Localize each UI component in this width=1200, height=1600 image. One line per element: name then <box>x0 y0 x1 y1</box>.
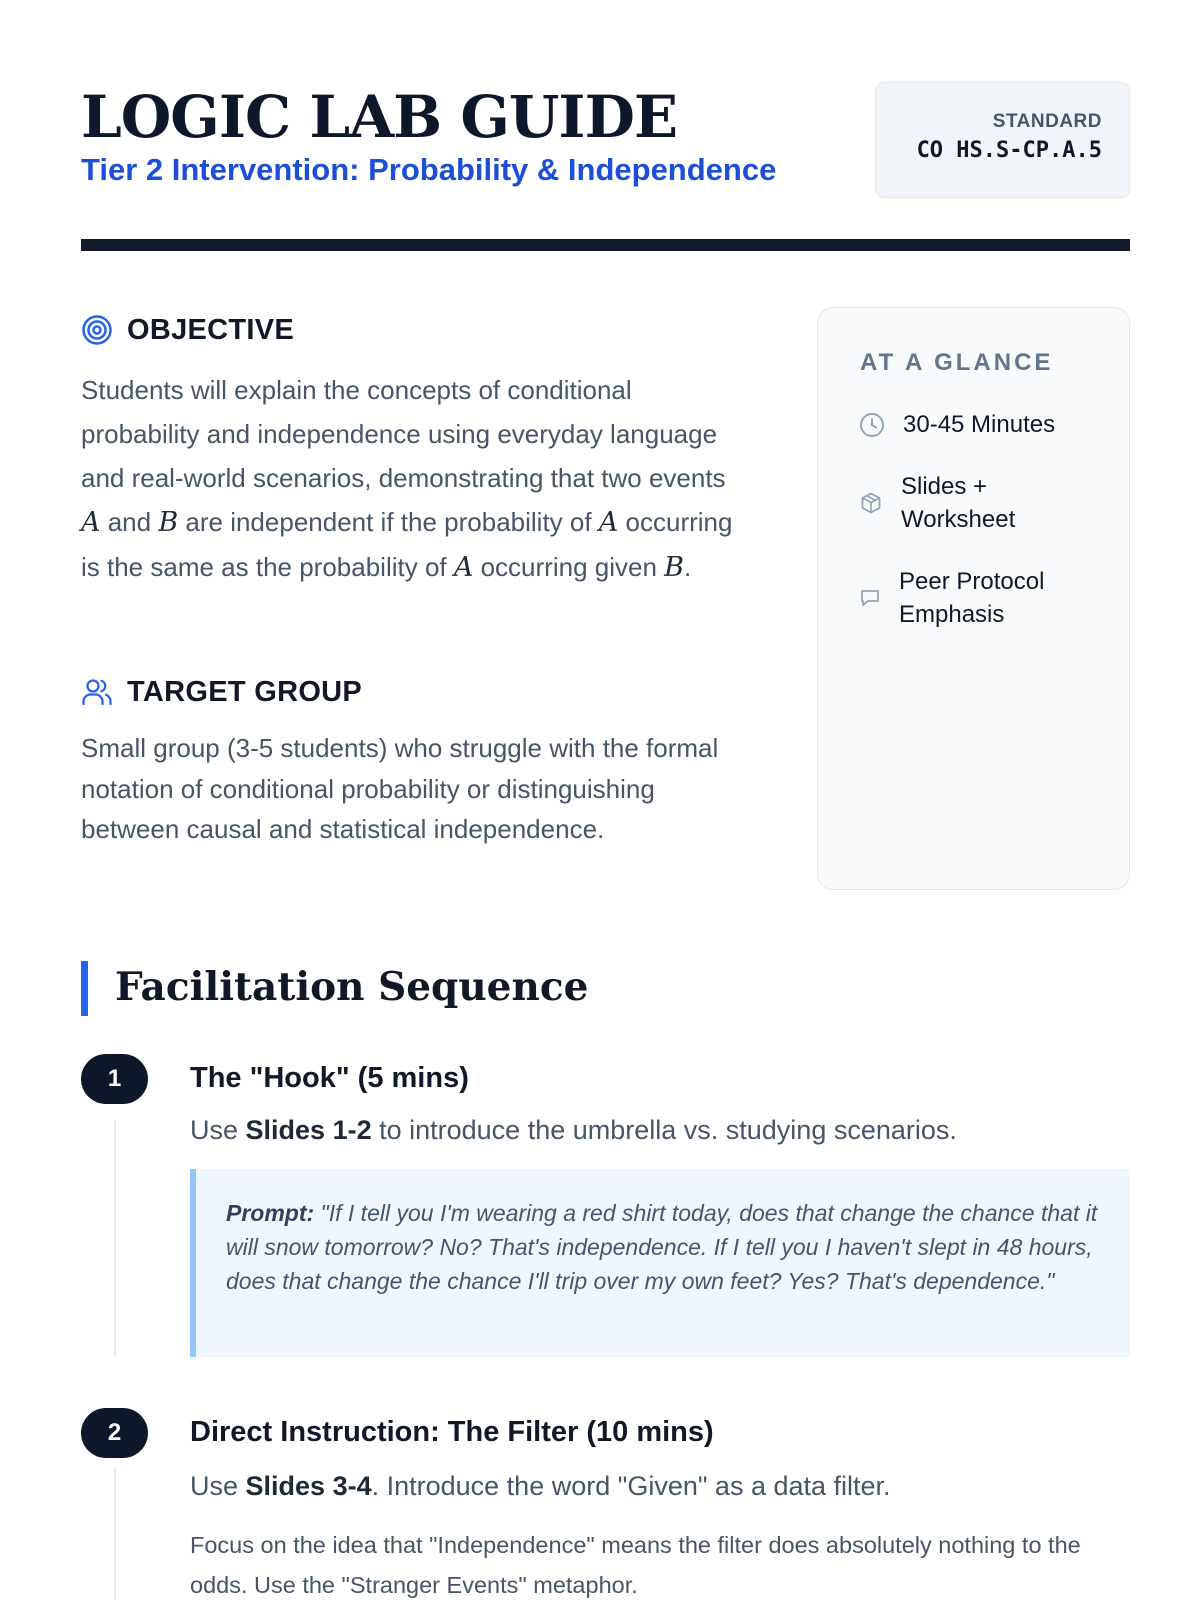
guide-header <box>81 82 1130 202</box>
target-group-text: Small group (3-5 students) who struggle with the formal notation of conditional probability or distinguishing between causal and statistical independence. <box>81 733 719 844</box>
page-title: LOGIC LAB GUIDE <box>81 83 678 151</box>
target-group-heading <box>81 672 362 712</box>
objective-title: OBJECTIVE <box>127 313 295 346</box>
page-subtitle: Tier 2 Intervention: Probability & Independence <box>81 152 777 187</box>
prompt-label: Prompt: <box>226 1200 315 1226</box>
prompt-callout <box>190 1169 1130 1357</box>
step-number-badge: 2 <box>81 1408 148 1458</box>
clock-icon <box>859 412 885 438</box>
glance-item-label: Slides + Worksheet <box>901 473 1016 533</box>
objective-text: Students will explain the concepts of conditional probability and independence using everyday language and real-world scenarios, demonstrating that two events A and B are independent if the probability of A occurring is the same as the probability of A occurring given B. <box>81 375 733 583</box>
header-divider <box>81 239 1130 251</box>
glance-item-label: 30-45 Minutes <box>903 411 1056 438</box>
objective-heading <box>81 310 294 350</box>
standard-code: CO HS.S-CP.A.5 <box>916 138 1102 163</box>
target-group-title: TARGET GROUP <box>127 675 363 708</box>
step-description: Use Slides 1-2 to introduce the umbrella vs. studying scenarios. <box>190 1115 957 1145</box>
section-accent-bar <box>81 961 88 1016</box>
standard-badge <box>875 82 1130 198</box>
step-connector <box>114 1468 116 1600</box>
box-icon <box>859 490 883 516</box>
glance-item-duration <box>859 408 1055 441</box>
step-connector <box>114 1120 116 1356</box>
step-note: Focus on the idea that "Independence" means the filter does absolutely nothing to the odds. Use the "Stranger Events" metaphor. <box>190 1532 1081 1598</box>
prompt-text: "If I tell you I'm wearing a red shirt today, does that change the chance that it will snow tomorrow? No? That's independence. If I tell you I haven't slept in 48 hours, does that change the chance I'll trip over my own feet? Yes? That's dependence." <box>226 1200 1098 1294</box>
lab-guide-page <box>81 0 1130 1600</box>
standard-label: STANDARD <box>992 111 1102 132</box>
at-a-glance-title: AT A GLANCE <box>860 349 1054 376</box>
users-icon <box>81 676 113 708</box>
step-number-badge: 1 <box>81 1054 148 1104</box>
step-title: The "Hook" (5 mins) <box>190 1062 469 1094</box>
target-icon <box>81 314 113 346</box>
glance-item-protocol <box>859 565 1074 631</box>
glance-item-materials <box>859 470 1049 536</box>
step-title: Direct Instruction: The Filter (10 mins) <box>190 1416 714 1448</box>
glance-item-label: Peer Protocol Emphasis <box>899 568 1045 628</box>
facilitation-title: Facilitation Sequence <box>115 964 589 1010</box>
step-description: Use Slides 3-4. Introduce the word "Given" as a data filter. <box>190 1471 891 1501</box>
chat-icon <box>859 585 881 611</box>
